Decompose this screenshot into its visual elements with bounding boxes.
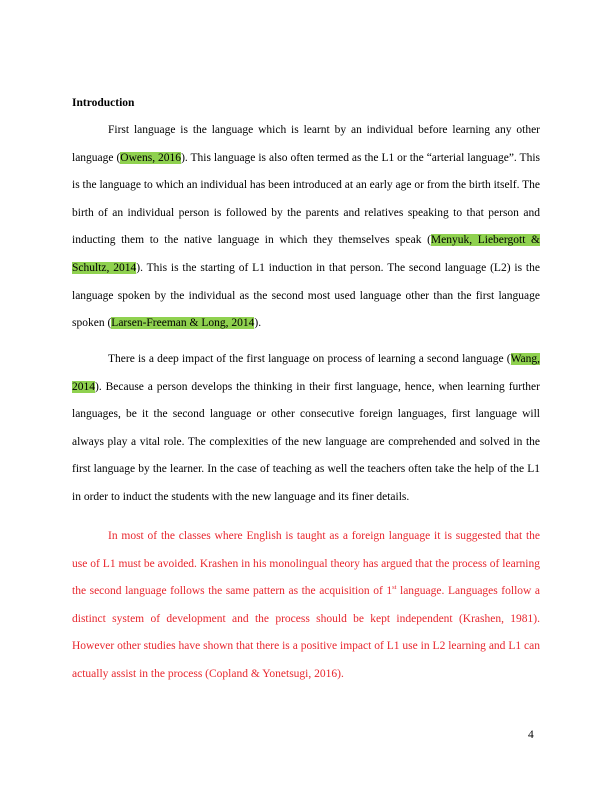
page-number: 4 xyxy=(528,729,534,741)
citation-larsen-freeman: Larsen-Freeman & Long, 2014 xyxy=(111,317,255,330)
citation-menyuk: Menyuk, Liebergott & Schultz, 2014 xyxy=(72,234,541,274)
paragraph-krashen xyxy=(72,523,540,689)
citation-wang: Wang, 2014 xyxy=(72,353,540,393)
p1-text-1: First language is the language which is learnt by an individual before learning any other language ( xyxy=(72,124,540,164)
section-heading: Introduction xyxy=(72,97,135,109)
p1-text-2: ). This language is also often termed as the L1 or the “arterial language”. This is the language to which an individual has been introduced at an early age or from the birth itself. The birth of an individual person is followed by the parents and relatives speaking to that person and inducting them to the native language in which they themselves speak ( xyxy=(72,151,540,247)
p2-text-1: There is a deep impact of the first language on process of learning a second language ( xyxy=(108,353,511,365)
p3-text-1: In most of the classes where English is taught as a foreign language it is suggested that the use of L1 must be avoided. Krashen in his monolingual theory has argued that the process of learning the second language follows the same pattern as the acquisition of 1 xyxy=(72,530,540,598)
paragraph-first-language xyxy=(72,117,540,338)
p1-text-4: ). xyxy=(254,317,262,330)
p1-text-3: ). This is the starting of L1 induction in that person. The second language (L2) is the language spoken by the individual as the second most used language other than the first language spoken ( xyxy=(72,261,540,330)
p3-text-2: language. Languages follow a distinct system of development and the process should be kept independent (Krashen, 1981). However other studies have shown that there is a positive impact of L1 use in L2 learning and L1 can actually assist in the process (Copland & Yonetsugi, 2016). xyxy=(72,585,540,680)
paragraph-impact xyxy=(72,346,540,512)
citation-owens: Owens, 2016 xyxy=(120,151,182,164)
ordinal-superscript: st xyxy=(392,584,397,592)
p2-text-2: ). Because a person develops the thinking in their first language, hence, when learning further languages, be it the second language or other consecutive foreign languages, first language will always play a vital role. The complexities of the new language are comprehended and solved in the first language by the learner. In the case of teaching as well the teachers often take the help of the L1 in order to induct the students with the new language and its finer details. xyxy=(72,380,540,503)
